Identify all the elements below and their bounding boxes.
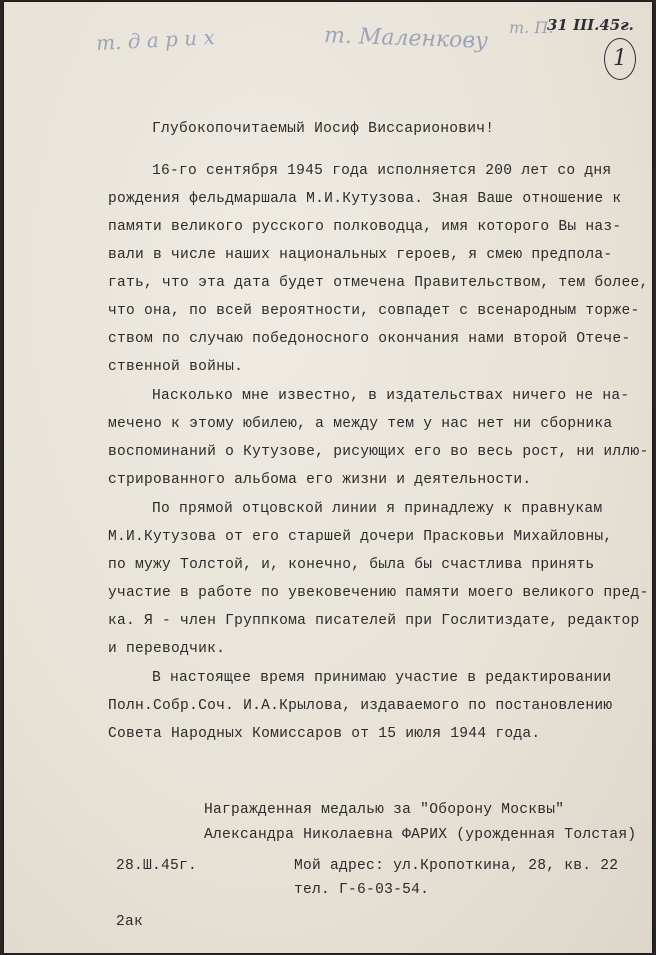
paragraph-2-line-1: Насколько мне известно, в издательствах ничего не на-	[152, 388, 630, 404]
paragraph-4-line-2: Полн.Собр.Соч. И.А.Крылова, издаваемого по постановлению	[108, 698, 613, 714]
faint-annotation-right: т. П.	[509, 18, 554, 37]
paragraph-3-line-1: По прямой отцовской линии я принадлежу к правнукам	[152, 501, 603, 517]
signature-line-2: Александра Николаевна ФАРИХ (урожденная Толстая)	[204, 827, 637, 843]
paragraph-2-line-2: мечено к этому юбилею, а между тем у нас нет ни сборника	[108, 416, 613, 432]
faint-annotation-left: т. д а р и х	[95, 24, 216, 56]
faint-annotation-center: т. Маленкову	[323, 23, 489, 54]
paragraph-1-line-6: что она, по всей вероятности, совпадет с всенародным торже-	[108, 303, 640, 319]
paragraph-3-line-4: участие в работе по увековечению памяти моего великого пред-	[108, 585, 649, 601]
paragraph-1-line-5: гать, что эта дата будет отмечена Правительством, тем более,	[108, 275, 649, 291]
paragraph-1-line-2: рождения фельдмаршала М.И.Кутузова. Зная Ваше отношение к	[108, 191, 622, 207]
paragraph-3-line-5: ка. Я - член Группкома писателей при Гослитиздате, редактор	[108, 613, 640, 629]
page-number: 1	[613, 46, 627, 71]
paragraph-4-line-3: Совета Народных Комиссаров от 15 июля 1944 года.	[108, 726, 541, 742]
document-sheet	[4, 2, 652, 953]
paragraph-1-line-4: вали в числе наших национальных героев, я смею предпола-	[108, 247, 613, 263]
signature-line-1: Награжденная медалью за "Оборону Москвы"	[204, 802, 565, 818]
paragraph-2-line-4: стрированного альбома его жизни и деятельности.	[108, 472, 532, 488]
paragraph-1-line-8: ственной войны.	[108, 359, 244, 375]
copies-note: 2ак	[116, 914, 144, 930]
paragraph-1-line-3: памяти великого русского полководца, имя которого Вы наз-	[108, 219, 622, 235]
paragraph-2-line-3: воспоминаний о Кутузове, рисующих его во весь рост, ни иллю-	[108, 444, 649, 460]
salutation: Глубокопочитаемый Иосиф Виссарионович!	[152, 121, 495, 137]
paragraph-3-line-6: и переводчик.	[108, 641, 226, 657]
paragraph-1-line-1: 16-го сентября 1945 года исполняется 200 лет со дня	[152, 163, 612, 179]
paragraph-4-line-1: В настоящее время принимаю участие в редактировании	[152, 670, 612, 686]
date-annotation: 31 III.45г.	[547, 16, 634, 34]
paragraph-3-line-2: М.И.Кутузова от его старшей дочери Прасковьи Михайловны,	[108, 529, 613, 545]
address-line-2: тел. Г-6-03-54.	[294, 882, 430, 898]
paragraph-1-line-7: ством по случаю победоносного окончания нами второй Отече-	[108, 331, 631, 347]
paragraph-3-line-3: по мужу Толстой, и, конечно, была бы счастлива принять	[108, 557, 595, 573]
letter-date: 28.Ш.45г.	[116, 858, 198, 874]
address-line-1: Мой адрес: ул.Кропоткина, 28, кв. 22	[294, 858, 619, 874]
